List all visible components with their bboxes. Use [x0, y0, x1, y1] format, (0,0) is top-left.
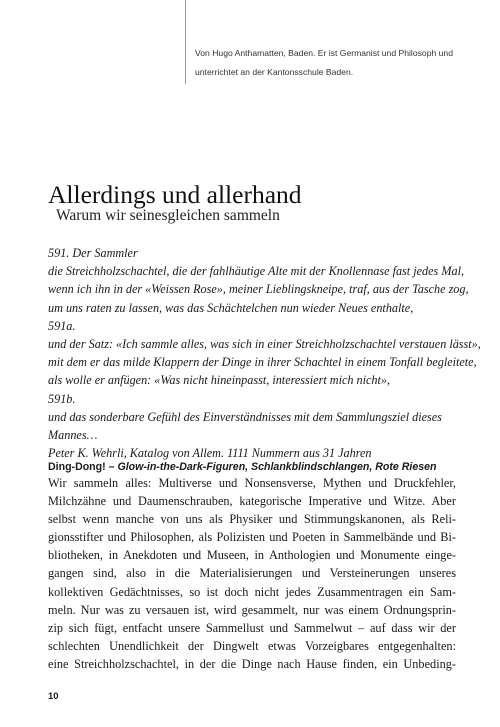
article-title: Allerdings und allerhand — [48, 180, 302, 209]
body-line: Milchzähne und Daumenschrauben, kategorische Imperative und Witze. Aber — [48, 494, 456, 509]
quote-line: die Streichholzschachtel, die der fahlhäutige Alte mit der Knollennase fast jedes Mal, — [48, 264, 464, 279]
author-note-line: unterrichtet an der Kantonsschule Baden. — [195, 67, 354, 77]
margin-rule — [185, 0, 186, 84]
quote-line: wenn ich ihn in der «Weissen Rose», meiner Lieblingskneipe, traf, aus der Tasche zog, — [48, 282, 469, 297]
body-line: bliotheken, in Anekdoten und Museen, in Anthologien und Monumente einge- — [48, 548, 456, 563]
body-line: meln. Nur was zu versauen ist, wird gesammelt, nur was einem Ordnungsprin- — [48, 602, 456, 617]
quote-line: mit dem er das milde Klappern der Dinge in ihrer Schachtel in einem Tonfall begleitete, — [48, 355, 477, 370]
body-line: Wir sammeln alles: Multiverse und Nonsensverse, Mythen und Druckfehler, — [48, 476, 456, 490]
quote-line: 591. Der Sammler — [48, 246, 138, 260]
quote-source: Peter K. Wehrli, Katalog von Allem. 1111 Nummern aus 31 Jahren — [48, 446, 372, 461]
body-text — [48, 474, 456, 673]
body-line: kollektiven Gedächtnisses, so ist doch nicht jedes Zusammentragen ein Sam- — [48, 584, 456, 599]
quote-line: und der Satz: «Ich sammle alles, was sich in einer Streichholzschachtel verstauen lässt», — [48, 337, 481, 352]
body-line: zip sich fügt, entfacht unsere Sammellust und Sammelwut – auf dass wir der — [48, 620, 456, 635]
quote-line: als wolle er anfügen: «Was nicht hineinpasst, interessiert mich nicht», — [48, 373, 391, 388]
section-heading — [48, 459, 468, 475]
body-line: gionsstifter und Philosophen, als Polizisten und Poeten in Sammelbände und Bi- — [48, 530, 456, 545]
author-note — [195, 44, 485, 82]
quote-line: 591a. — [48, 318, 76, 333]
body-line: selbst wenn manche von uns als Physiker und Stimmungskanonen, als Reli- — [48, 512, 456, 527]
author-note-line: Von Hugo Anthamatten, Baden. Er ist Germanist und Philosoph und — [195, 48, 453, 58]
quote-line: Mannes… — [48, 428, 98, 443]
section-title: Glow-in-the-Dark-Figuren, Schlankblindschlangen, Rote Riesen — [117, 461, 437, 473]
section-label: Ding-Dong! – — [48, 461, 115, 473]
quote-line: 591b. — [48, 391, 76, 406]
quote-line: um uns raten zu lassen, was das Schächtelchen nun wieder Neues enthalte, — [48, 300, 414, 315]
body-line: schlechten Unendlichkeit der Dingwelt etwas Vorzeigbares entgegenhalten: — [48, 638, 456, 653]
body-line: eine Streichholzschachtel, in der die Dinge nach Hause finden, ein Unbeding- — [48, 656, 456, 671]
body-line: gangen sind, also in die Materialisierungen und Versteinerungen unseres — [48, 566, 456, 581]
quote-line: und das sonderbare Gefühl des Einverständnisses mit dem Sammlungsziel dieses — [48, 409, 442, 424]
epigraph-quote — [48, 244, 481, 462]
article-subtitle: Warum wir seinesgleichen sammeln — [56, 207, 280, 224]
page-number: 10 — [48, 691, 59, 702]
